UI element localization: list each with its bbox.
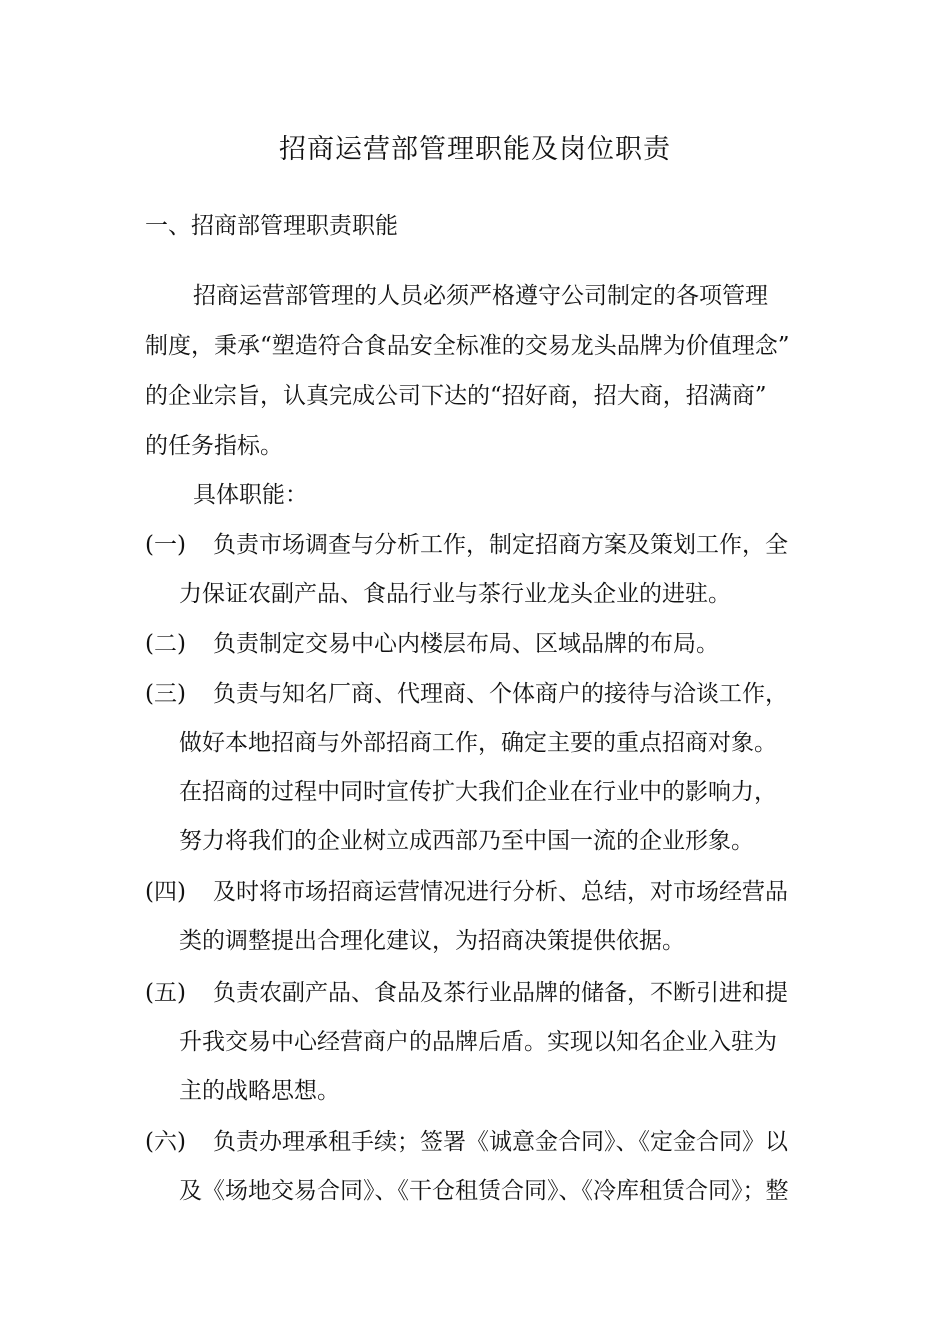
item-line: 类的调整提出合理化建议，为招商决策提供依据。 xyxy=(179,928,685,954)
function-item-1 xyxy=(145,521,810,619)
item-number: (五) xyxy=(145,980,186,1006)
document-title: 招商运营部管理职能及岗位职责 xyxy=(279,134,671,165)
item-number: (四) xyxy=(145,879,186,905)
functions-label-paragraph xyxy=(145,470,810,520)
item-number: (二) xyxy=(145,631,186,657)
item-line: 及时将市场招商运营情况进行分析、总结，对市场经营品 xyxy=(213,879,788,905)
function-item-6 xyxy=(145,1118,810,1216)
intro-line: 制度，秉承“塑造符合食品安全标准的交易龙头品牌为价值理念” xyxy=(145,333,790,359)
item-line: 负责农副产品、食品及茶行业品牌的储备，不断引进和提 xyxy=(213,980,788,1006)
functions-label: 具体职能： xyxy=(193,482,308,508)
intro-line: 招商运营部管理的人员必须严格遵守公司制定的各项管理 xyxy=(193,283,768,309)
item-line: 负责市场调查与分析工作，制定招商方案及策划工作，全 xyxy=(213,532,788,558)
item-line: 负责制定交易中心内楼层布局、区域品牌的布局。 xyxy=(213,631,719,657)
item-line: 做好本地招商与外部招商工作，确定主要的重点招商对象。 xyxy=(179,730,777,756)
item-line: 升我交易中心经营商户的品牌后盾。实现以知名企业入驻为 xyxy=(179,1029,777,1055)
item-line: 及《场地交易合同》、《干仓租赁合同》、《冷库租赁合同》；整 xyxy=(179,1178,789,1204)
item-line: 在招商的过程中同时宣传扩大我们企业在行业中的影响力， xyxy=(179,779,777,805)
item-line: 努力将我们的企业树立成西部乃至中国一流的企业形象。 xyxy=(179,828,754,854)
item-number: (六) xyxy=(145,1129,186,1155)
intro-paragraph xyxy=(145,271,810,471)
function-item-5 xyxy=(145,969,810,1116)
item-number: (一) xyxy=(145,532,186,558)
item-line: 力保证农副产品、食品行业与茶行业龙头企业的进驻。 xyxy=(179,581,731,607)
item-line: 负责办理承租手续；签署《诚意金合同》、《定金合同》以 xyxy=(213,1129,788,1155)
function-item-4 xyxy=(145,868,810,966)
item-number: (三) xyxy=(145,681,186,707)
function-item-3 xyxy=(145,670,810,866)
intro-line: 的任务指标。 xyxy=(145,433,283,459)
function-item-2 xyxy=(145,620,810,669)
item-line: 负责与知名厂商、代理商、个体商户的接待与洽谈工作， xyxy=(213,681,788,707)
section-heading: 一、招商部管理职责职能 xyxy=(145,213,398,239)
intro-line: 的企业宗旨，认真完成公司下达的“招好商，招大商，招满商” xyxy=(145,383,767,409)
item-line: 主的战略思想。 xyxy=(179,1078,340,1104)
